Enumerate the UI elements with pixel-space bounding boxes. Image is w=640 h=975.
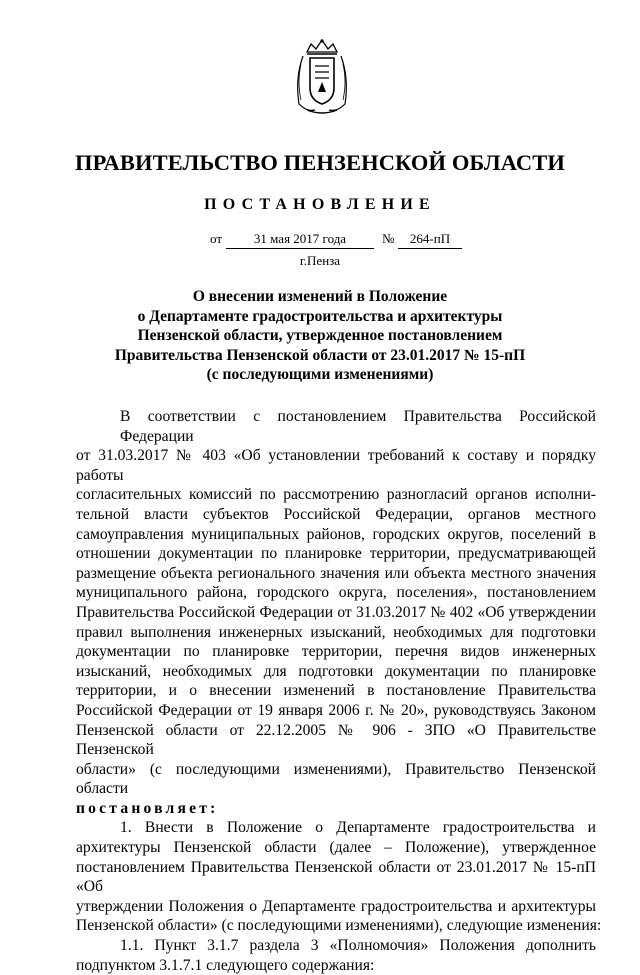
item-1-line: архитектуры Пензенской области (далее – Положение), утвержденное bbox=[76, 839, 596, 857]
body-line: В соответствии с постановлением Правительства Российской Федерации bbox=[120, 408, 596, 445]
date-number-line bbox=[0, 231, 640, 249]
resolves-keyword: постановляет: bbox=[76, 799, 219, 817]
body-line: Российской Федерации от 19 января 2006 г. № 20», руководствуясь Законом bbox=[76, 701, 596, 719]
body-line: самоуправления муниципальных районов, городских округов, поселений в bbox=[76, 525, 596, 543]
subject-line: Пензенской области, утвержденное постановлением bbox=[137, 327, 503, 345]
coat-of-arms-emblem bbox=[293, 38, 351, 116]
item-1-line: постановлением Правительства Пензенской области от 23.01.2017 № 15-пП «Об bbox=[76, 858, 596, 896]
body-line: от 31.03.2017 № 403 «Об установлении требований к составу и порядку работы bbox=[76, 447, 596, 484]
document-date: 31 мая 2017 года bbox=[226, 231, 374, 249]
body-line: территории, и о внесении изменений в постановление Правительства bbox=[76, 682, 596, 700]
body-line: согласительных комиссий по рассмотрению разногласий органов исполни- bbox=[76, 486, 596, 504]
body-line: Правительства Российской Федерации от 31.03.2017 № 402 «Об утверждении bbox=[76, 603, 596, 621]
document-body bbox=[76, 407, 602, 975]
body-line: размещение объекта регионального значения или объекта местного значения bbox=[76, 564, 596, 582]
body-line: документации по планировке территории, перечня видов инженерных bbox=[76, 643, 596, 661]
item-1-line: 1. Внести в Положение о Департаменте градостроительства и bbox=[120, 819, 596, 837]
body-line: муниципального района, городского округа, поселения», постановлением bbox=[76, 584, 596, 602]
body-line: правил выполнения инженерных изысканий, необходимых для подготовки bbox=[76, 623, 596, 641]
subject-line: о Департаменте градостроительства и архитектуры bbox=[137, 307, 503, 325]
body-line: тельной власти субъектов Российской Федерации, органов местного bbox=[76, 505, 596, 523]
body-line: Пензенской области от 22.12.2005 № 906 - ЗПО «О Правительстве Пензенской bbox=[76, 721, 596, 759]
body-line: области» (с последующими изменениями), Правительство Пензенской области bbox=[76, 760, 596, 798]
number-prefix: № bbox=[382, 231, 395, 246]
city-name: г.Пенза bbox=[299, 253, 341, 268]
item-1-line: Пензенской области» (с последующими изменениями), следующие изменения: bbox=[76, 917, 602, 935]
body-line: изысканий, необходимых для подготовки документации по планировке bbox=[76, 662, 596, 680]
item-1-1-line: подпунктом 3.1.7.1 следующего содержания: bbox=[76, 956, 375, 974]
document-type-title: ПОСТАНОВЛЕНИЕ bbox=[204, 196, 436, 213]
subject-line: О внесении изменений в Положение bbox=[192, 288, 448, 305]
date-prefix: от bbox=[210, 231, 223, 246]
document-subject bbox=[0, 287, 640, 385]
subject-line: Правительства Пензенской области от 23.01.2017 № 15-пП bbox=[114, 346, 526, 364]
subject-line: (с последующими изменениями) bbox=[206, 366, 434, 384]
organization-title: ПРАВИТЕЛЬСТВО ПЕНЗЕНСКОЙ ОБЛАСТИ bbox=[74, 150, 565, 175]
item-1-1-line: 1.1. Пункт 3.1.7 раздела 3 «Полномочия» Положения дополнить bbox=[120, 937, 596, 955]
document-number: 264-пП bbox=[398, 231, 462, 249]
body-line: отношении документации по планировке территории, предусматривающей bbox=[76, 545, 596, 563]
item-1-line: утверждении Положения о Департаменте градостроительства и архитектуры bbox=[76, 897, 596, 915]
